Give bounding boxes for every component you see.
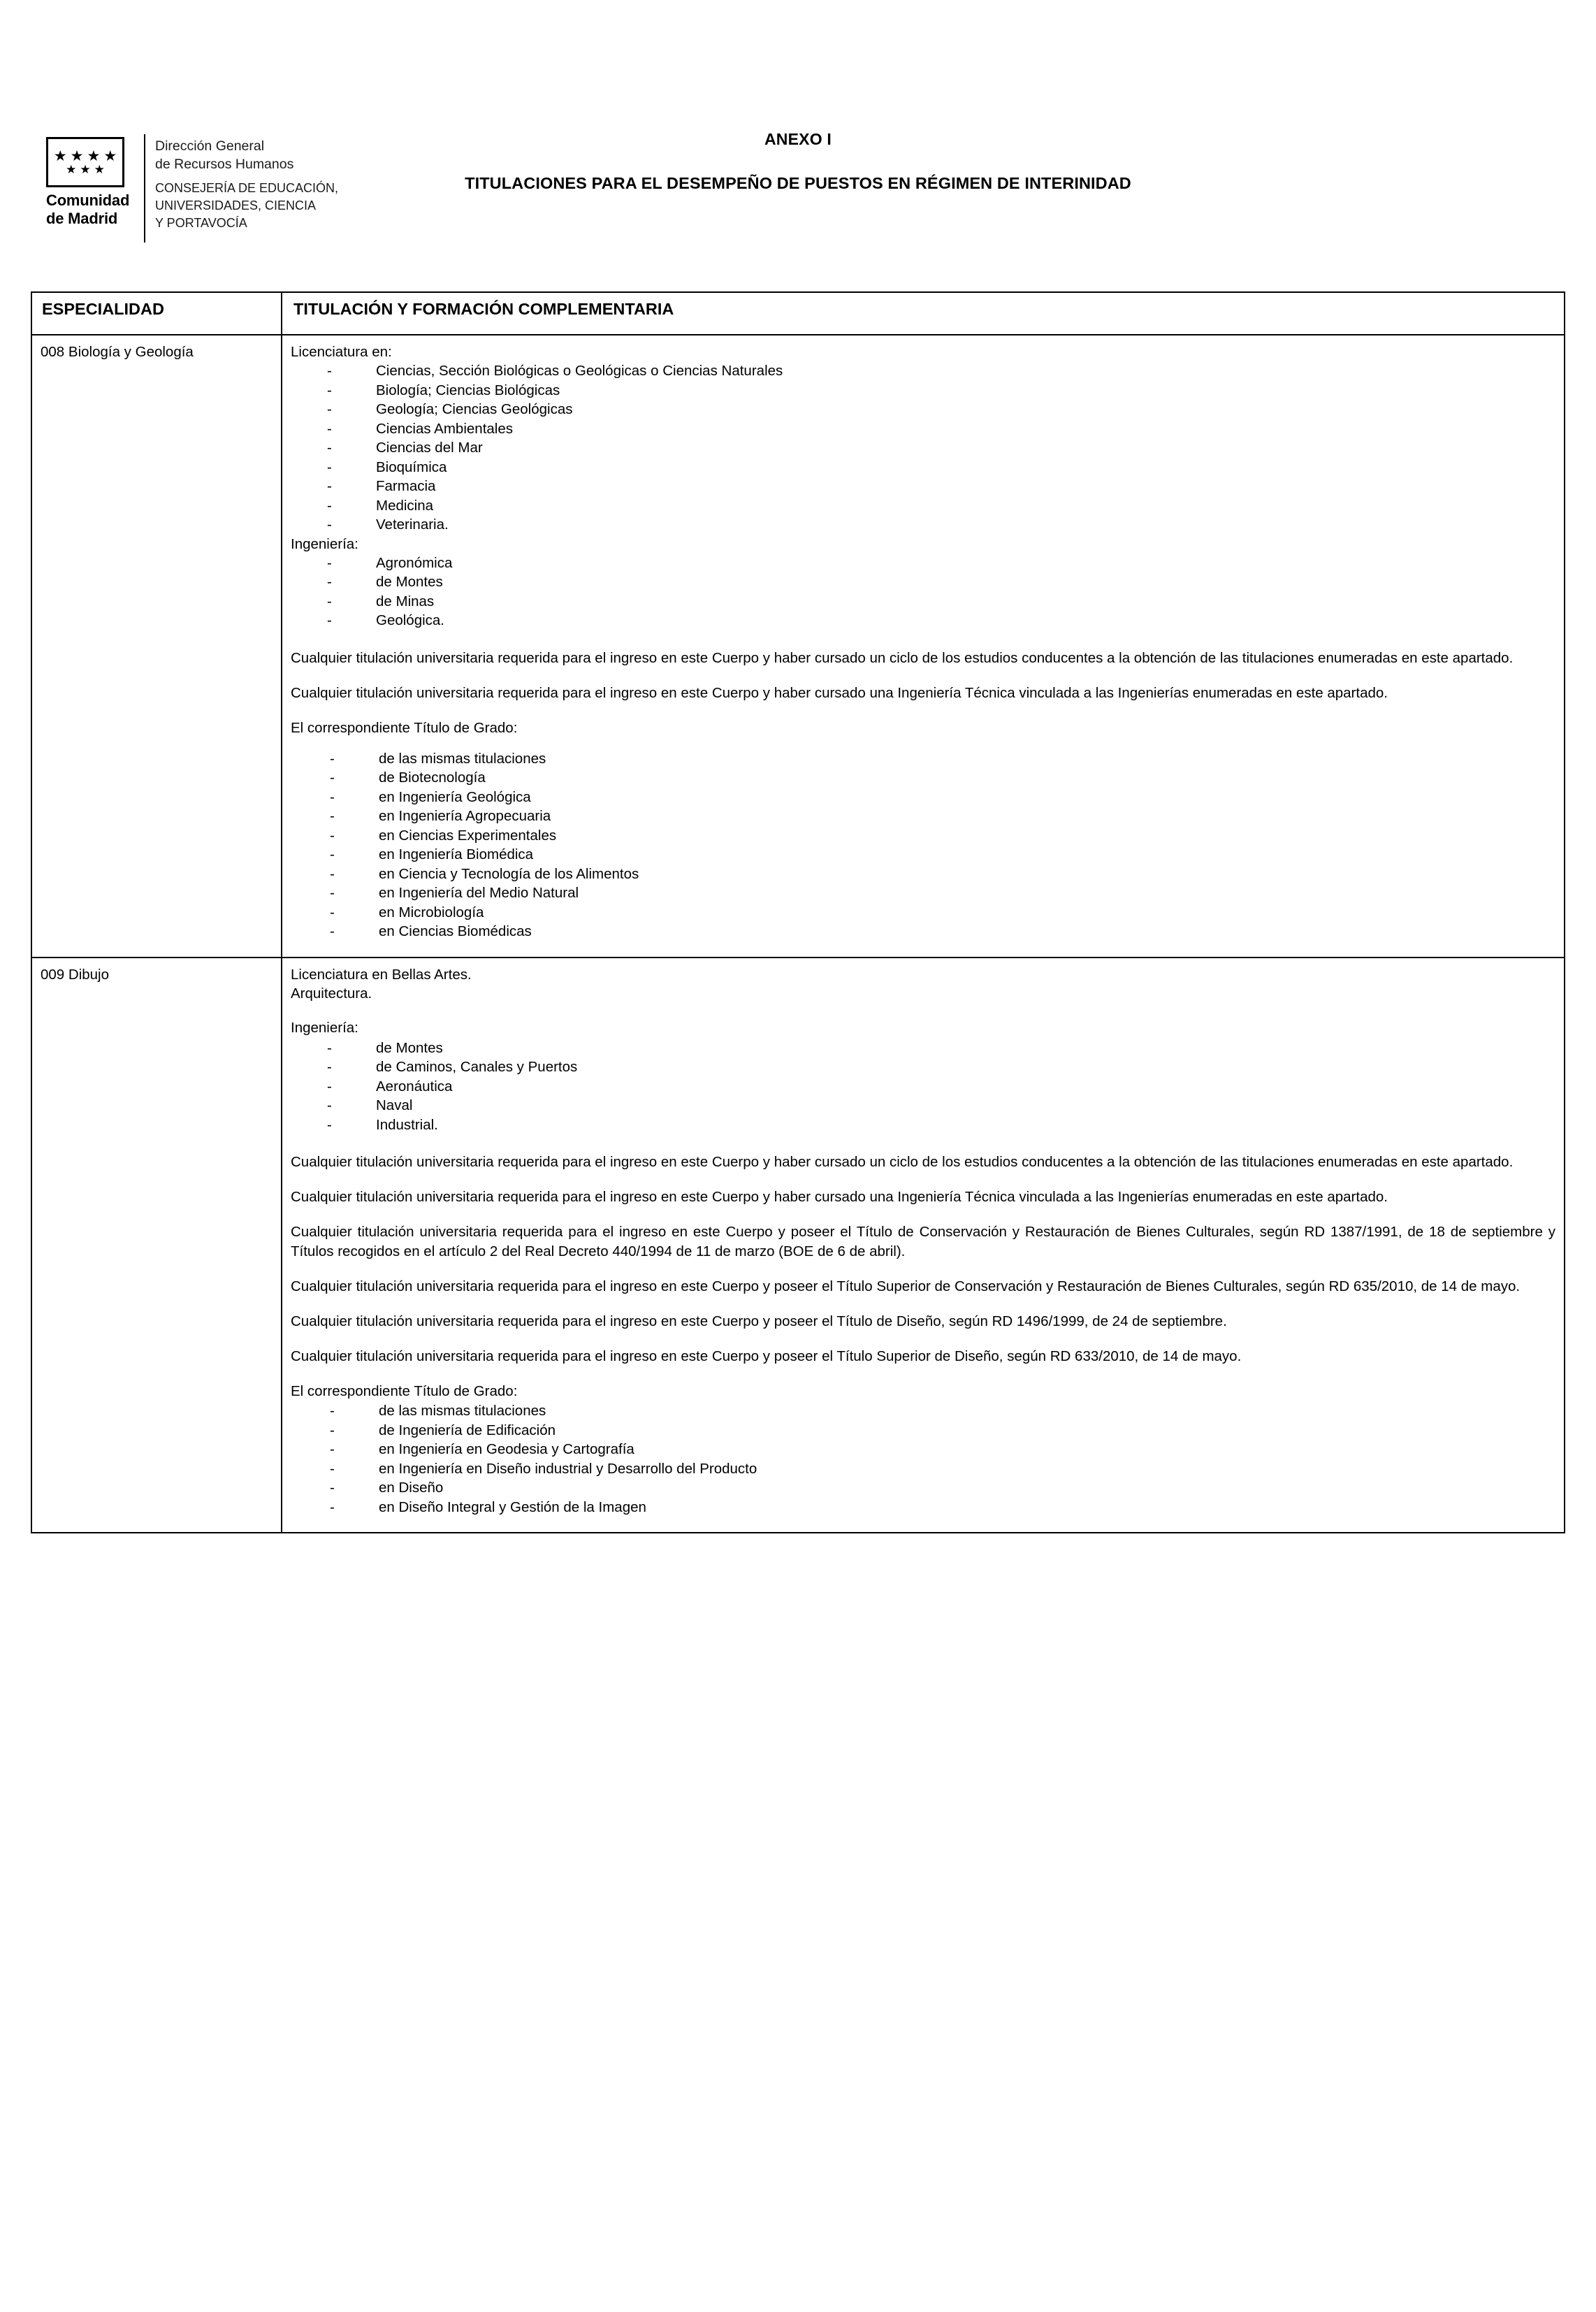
spacer	[291, 738, 1555, 749]
list-item: - Ciencias, Sección Biológicas o Geológicas o Ciencias Naturales	[327, 361, 1555, 381]
table-row	[31, 958, 1565, 1533]
list-item: - en Ciencias Biomédicas	[330, 922, 1555, 941]
list-item: - Farmacia	[327, 477, 1555, 496]
table-head	[31, 292, 1565, 335]
consejeria-line-3: Y PORTAVOCÍA	[155, 216, 247, 230]
list-item: - en Ingeniería Agropecuaria	[330, 807, 1555, 826]
star-icon: ★	[66, 162, 77, 176]
star-icon: ★	[103, 147, 117, 164]
column-header-speciality: ESPECIALIDAD	[31, 292, 282, 335]
annex-label: ANEXO I	[764, 130, 832, 148]
list-item: - de las mismas titulaciones	[330, 749, 1555, 769]
list-item: - de Montes	[327, 572, 1555, 592]
list-item: - de Biotecnología	[330, 768, 1555, 788]
directorate-line-2: de Recursos Humanos	[155, 157, 294, 172]
ingenieria-list	[291, 1039, 1555, 1135]
paragraph: Cualquier titulación universitaria requerida para el ingreso en este Cuerpo y haber cursado un ciclo de los estudios conducentes a la obtención de las titulaciones enumeradas en este apartado.	[291, 649, 1514, 666]
logo-entity-name-line2: de Madrid	[46, 210, 118, 227]
ingenieria-label: Ingeniería:	[291, 535, 358, 552]
table-header-row	[31, 292, 1565, 335]
qualifications-table	[31, 291, 1565, 1533]
list-item: - en Diseño Integral y Gestión de la Imagen	[330, 1498, 1555, 1517]
list-item: - Industrial.	[327, 1115, 1555, 1135]
list-item: - en Ciencias Experimentales	[330, 826, 1555, 846]
page-title: TITULACIONES PARA EL DESEMPEÑO DE PUESTOS EN RÉGIMEN DE INTERINIDAD	[465, 174, 1131, 192]
arquitectura-label: Arquitectura.	[291, 985, 372, 1002]
shield-stars-bottom-row	[66, 164, 105, 175]
list-item: - Agronómica	[327, 554, 1555, 573]
paragraph: Cualquier titulación universitaria requerida para el ingreso en este Cuerpo y haber cursado una Ingeniería Técnica vinculada a las Ingenierías enumeradas en este apartado.	[291, 1189, 1388, 1205]
column-header-qualification: TITULACIÓN Y FORMACIÓN COMPLEMENTARIA	[282, 292, 1565, 335]
paragraph: Cualquier titulación universitaria requerida para el ingreso en este Cuerpo y poseer el Título de Diseño, según RD 1496/1999, de 24 de septiembre.	[291, 1313, 1227, 1329]
institutional-logo	[41, 134, 338, 243]
list-item: - Ciencias Ambientales	[327, 419, 1555, 439]
table-row	[31, 335, 1565, 958]
table-body	[31, 335, 1565, 1533]
madrid-shield-icon	[46, 137, 124, 187]
list-item: - de Montes	[327, 1039, 1555, 1058]
department-identification	[145, 134, 338, 232]
list-item: - Biología; Ciencias Biológicas	[327, 381, 1555, 400]
licenciatura-label: Licenciatura en Bellas Artes.	[291, 966, 472, 983]
list-item: - Naval	[327, 1096, 1555, 1115]
list-item: - Geología; Ciencias Geológicas	[327, 400, 1555, 419]
list-item: - Medicina	[327, 496, 1555, 516]
consejeria-line-2: UNIVERSIDADES, CIENCIA	[155, 198, 317, 212]
list-item: - en Ciencia y Tecnología de los Alimentos	[330, 865, 1555, 884]
logo-entity-name-line1: Comunidad	[46, 192, 130, 209]
list-item: - Aeronáutica	[327, 1077, 1555, 1097]
star-icon: ★	[94, 162, 105, 176]
list-item: - en Ingeniería Geológica	[330, 788, 1555, 807]
licenciatura-label: Licenciatura en:	[291, 344, 392, 360]
list-item: - Veterinaria.	[327, 515, 1555, 535]
comunidad-de-madrid-logo	[41, 134, 145, 243]
consejeria-line-1: CONSEJERÍA DE EDUCACIÓN,	[155, 181, 339, 195]
list-item: - de Ingeniería de Edificación	[330, 1421, 1555, 1440]
shield-stars-top-row	[53, 147, 117, 164]
speciality-cell: 009 Dibujo	[31, 958, 282, 1533]
paragraph: Cualquier titulación universitaria requerida para el ingreso en este Cuerpo y poseer el Título Superior de Diseño, según RD 633/2010, de 14 de mayo.	[291, 1348, 1242, 1364]
grado-list	[291, 1401, 1555, 1517]
list-item: - Geológica.	[327, 611, 1555, 630]
list-item: - en Ingeniería del Medio Natural	[330, 883, 1555, 903]
qualification-cell	[282, 335, 1565, 958]
header-spacer	[155, 173, 338, 180]
qualification-cell	[282, 958, 1565, 1533]
paragraph: Cualquier titulación universitaria requerida para el ingreso en este Cuerpo y poseer el Título Superior de Conservación y Restauración de Bienes Culturales, según RD 635/2010, de 14 de mayo.	[291, 1278, 1521, 1294]
list-item: - Ciencias del Mar	[327, 438, 1555, 458]
grado-label: El correspondiente Título de Grado:	[291, 719, 518, 736]
paragraph: Cualquier titulación universitaria requerida para el ingreso en este Cuerpo y haber cursado una Ingeniería Técnica vinculada a las Ingenierías enumeradas en este apartado.	[291, 684, 1388, 701]
list-item: - en Microbiología	[330, 903, 1555, 923]
list-item: - de Caminos, Canales y Puertos	[327, 1057, 1555, 1077]
list-item: - en Ingeniería en Diseño industrial y Desarrollo del Producto	[330, 1459, 1555, 1479]
directorate-line-1: Dirección General	[155, 138, 265, 154]
star-icon: ★	[80, 162, 91, 176]
list-item: - de las mismas titulaciones	[330, 1401, 1555, 1421]
list-item: - Bioquímica	[327, 458, 1555, 477]
paragraph: Cualquier titulación universitaria requerida para el ingreso en este Cuerpo y poseer el Título de Conservación y Restauración de Bienes Culturales, según RD 1387/1991, de 18 de septiembre y Títulos recogidos en el artículo 2 del Real Decreto 440/1994 de 11 de marzo (BOE de 6 de abril).	[291, 1224, 1555, 1259]
document-header	[31, 130, 1565, 259]
ingenieria-list	[291, 554, 1555, 630]
grado-list	[291, 749, 1555, 941]
paragraph: Cualquier titulación universitaria requerida para el ingreso en este Cuerpo y haber cursado un ciclo de los estudios conducentes a la obtención de las titulaciones enumeradas en este apartado.	[291, 1154, 1514, 1170]
star-icon: ★	[70, 147, 84, 164]
star-icon: ★	[53, 147, 67, 164]
list-item: - en Ingeniería en Geodesia y Cartografía	[330, 1440, 1555, 1459]
list-item: - en Diseño	[330, 1478, 1555, 1498]
ingenieria-label: Ingeniería:	[291, 1019, 358, 1036]
speciality-cell: 008 Biología y Geología	[31, 335, 282, 958]
list-item: - de Minas	[327, 592, 1555, 612]
licenciatura-list	[291, 361, 1555, 535]
grado-label: El correspondiente Título de Grado:	[291, 1383, 518, 1399]
star-icon: ★	[87, 147, 101, 164]
list-item: - en Ingeniería Biomédica	[330, 845, 1555, 865]
